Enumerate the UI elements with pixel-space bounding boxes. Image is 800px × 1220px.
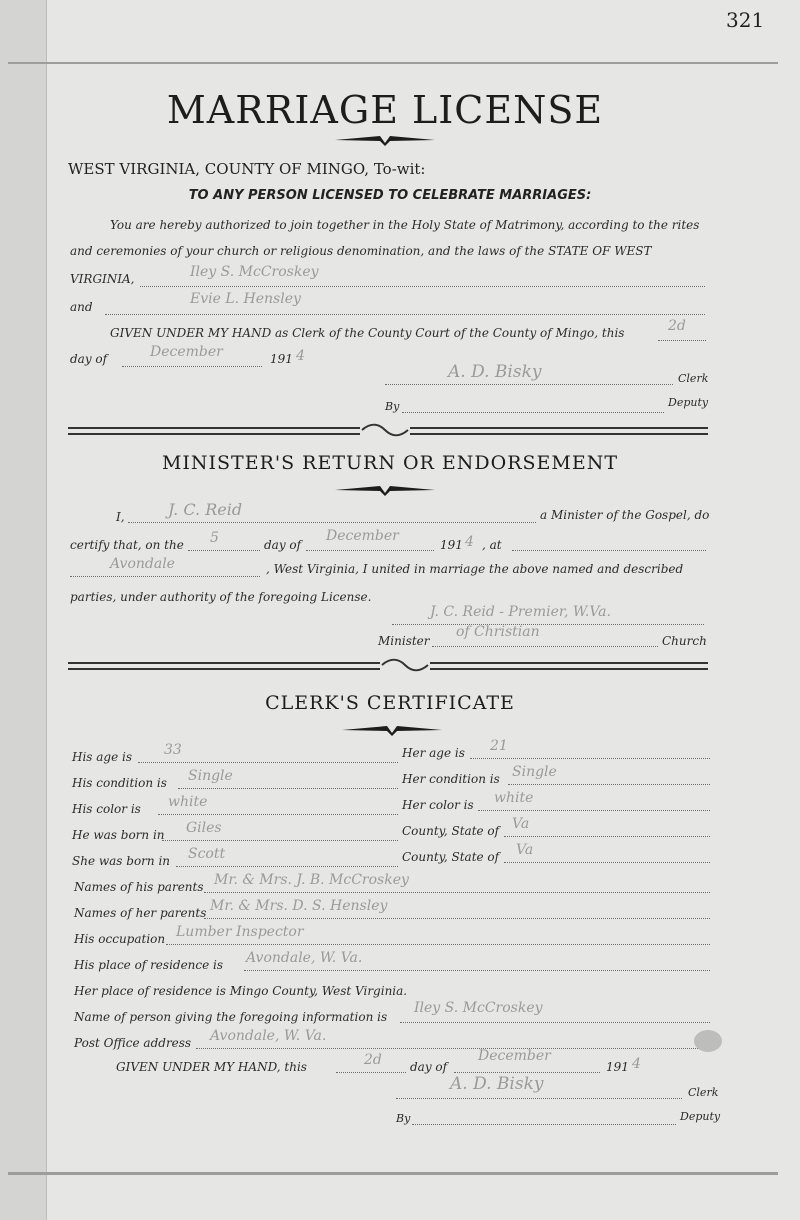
minister-at-label: , at [482, 538, 502, 552]
binding-strip [0, 0, 47, 1220]
cert-by-label: By [396, 1112, 411, 1125]
minister-certify-text: certify that, on the [70, 538, 184, 552]
minister-day-line [188, 550, 260, 551]
her-color-line [478, 810, 710, 811]
license-clerk-label: Clerk [678, 372, 709, 385]
cert-given-label: GIVEN UNDER MY HAND, this [116, 1060, 307, 1074]
license-day-of: day of [70, 352, 108, 366]
license-clerk-signature: A. D. Bisky [448, 362, 542, 382]
virginia-label: VIRGINIA, [70, 272, 135, 286]
cert-deputy-label: Deputy [680, 1110, 721, 1123]
his-color-line [158, 814, 398, 815]
license-month-line [122, 366, 262, 367]
her-condition-label: Her condition is [402, 772, 500, 786]
she-state: Va [516, 842, 534, 858]
given-day-line [658, 340, 706, 341]
cert-year-prefix: 191 [606, 1060, 629, 1074]
his-color: white [168, 794, 208, 810]
informant: Iley S. McCroskey [414, 1000, 543, 1016]
minister-day: 5 [210, 530, 219, 546]
cert-month-line [454, 1072, 600, 1073]
groom-name: Iley S. McCroskey [190, 264, 319, 280]
license-subheading: TO ANY PERSON LICENSED TO CELEBRATE MARRIAGES: [188, 188, 592, 203]
he-born: Giles [186, 820, 222, 836]
her-parents: Mr. & Mrs. D. S. Hensley [210, 898, 388, 914]
she-born: Scott [188, 846, 226, 862]
informant-line [400, 1022, 710, 1023]
her-age-line [470, 758, 710, 759]
she-born-line [176, 866, 398, 867]
minister-church-name: of Christian [456, 624, 540, 640]
cert-given-day: 2d [364, 1052, 382, 1068]
cert-month: December [478, 1048, 551, 1064]
he-state: Va [512, 816, 530, 832]
post-office: Avondale, W. Va. [210, 1028, 327, 1044]
clerk-cert-title: CLERK'S CERTIFICATE [265, 692, 515, 714]
her-age: 21 [490, 738, 508, 754]
license-month: December [150, 344, 223, 360]
her-color: white [494, 790, 534, 806]
and-label: and [70, 300, 93, 314]
license-clerk-line [385, 384, 673, 385]
groom-line [140, 286, 705, 287]
post-office-label: Post Office address [74, 1036, 192, 1050]
minister-month-line [306, 550, 434, 551]
minister-title: MINISTER'S RETURN OR ENDORSEMENT [161, 452, 619, 474]
minister-church-line [432, 646, 658, 647]
minister-church-label: Church [662, 634, 707, 648]
his-age-label: His age is [72, 750, 133, 764]
license-year-prefix: 191 [270, 352, 293, 366]
ornament-arrow-2 [335, 483, 435, 497]
license-deputy-line [402, 412, 664, 413]
license-by-label: By [385, 400, 400, 413]
minister-signature: J. C. Reid - Premier, W.Va. [430, 604, 611, 620]
license-title: MARRIAGE LICENSE [166, 88, 604, 132]
minister-day-of: day of [264, 538, 302, 552]
minister-year-prefix: 191 [440, 538, 463, 552]
his-parents-label: Names of his parents [74, 880, 204, 894]
minister-name-line [128, 522, 536, 523]
cert-deputy-line [412, 1124, 676, 1125]
minister-label: Minister [378, 634, 430, 648]
her-parents-label: Names of her parents [74, 906, 207, 920]
minister-year-suffix: 4 [465, 534, 474, 550]
her-condition-line [508, 784, 710, 785]
license-year-suffix: 4 [296, 348, 305, 364]
ornament-arrow-1 [335, 133, 435, 147]
minister-place: Avondale [110, 556, 175, 572]
minister-at-line [512, 550, 706, 551]
his-condition: Single [188, 768, 233, 784]
top-rule [8, 62, 778, 64]
cert-clerk-label: Clerk [688, 1086, 719, 1099]
license-given-text: GIVEN UNDER MY HAND as Clerk of the County Court of the County of Mingo, this [110, 326, 625, 340]
bride-line [105, 314, 705, 315]
bride-name: Evie L. Hensley [190, 291, 301, 307]
his-condition-label: His condition is [72, 776, 167, 790]
minister-month: December [326, 528, 399, 544]
bottom-rule [8, 1172, 778, 1175]
minister-gospel-text: a Minister of the Gospel, do [540, 508, 710, 522]
occupation-line [166, 944, 710, 945]
residence-line [244, 970, 710, 971]
his-parents-line [204, 892, 710, 893]
residence-label: His place of residence is [74, 958, 224, 972]
license-para-line2: and ceremonies of your church or religious denomination, and the laws of the STATE OF WEST [70, 244, 652, 258]
he-state-label: County, State of [402, 824, 500, 838]
her-parents-line [204, 918, 710, 919]
ornament-arrow-3 [342, 723, 442, 737]
his-age-line [138, 762, 398, 763]
his-parents: Mr. & Mrs. J. B. McCroskey [214, 872, 409, 888]
informant-label: Name of person giving the foregoing information is [74, 1010, 388, 1024]
cert-year-suffix: 4 [632, 1056, 641, 1072]
her-residence: Her place of residence is Mingo County, West Virginia. [74, 984, 408, 998]
cert-day-of: day of [410, 1060, 448, 1074]
his-age: 33 [164, 742, 182, 758]
he-born-line [162, 840, 398, 841]
minister-united-text: , West Virginia, I united in marriage the above named and described [266, 562, 684, 576]
minister-place-line [70, 576, 260, 577]
her-color-label: Her color is [402, 798, 474, 812]
he-born-label: He was born in [72, 828, 165, 842]
occupation: Lumber Inspector [176, 924, 304, 940]
his-color-label: His color is [72, 802, 141, 816]
occupation-label: His occupation [74, 932, 166, 946]
minister-i-label: I, [116, 510, 125, 524]
his-condition-line [178, 788, 398, 789]
divider-2-ornament [380, 658, 430, 672]
license-given-day: 2d [668, 318, 686, 334]
divider-1-ornament [360, 423, 410, 437]
post-office-line [196, 1048, 710, 1049]
page-number: 321 [726, 8, 765, 32]
residence: Avondale, W. Va. [246, 950, 363, 966]
license-deputy-label: Deputy [668, 396, 709, 409]
license-heading: WEST VIRGINIA, COUNTY OF MINGO, To-wit: [68, 160, 426, 178]
minister-name: J. C. Reid [168, 500, 243, 519]
she-state-label: County, State of [402, 850, 500, 864]
cert-clerk-line [396, 1098, 682, 1099]
her-condition: Single [512, 764, 557, 780]
he-state-line [504, 836, 710, 837]
her-age-label: Her age is [402, 746, 465, 760]
license-para-line1: You are hereby authorized to join together in the Holy State of Matrimony, according to the rites [110, 218, 700, 232]
minister-signature-line [392, 624, 704, 625]
she-state-line [504, 862, 710, 863]
she-born-label: She was born in [72, 854, 171, 868]
page-stain [694, 1030, 722, 1052]
cert-clerk-signature: A. D. Bisky [450, 1074, 544, 1094]
cert-given-day-line [336, 1072, 406, 1073]
minister-parties-text: parties, under authority of the foregoing License. [70, 590, 372, 604]
